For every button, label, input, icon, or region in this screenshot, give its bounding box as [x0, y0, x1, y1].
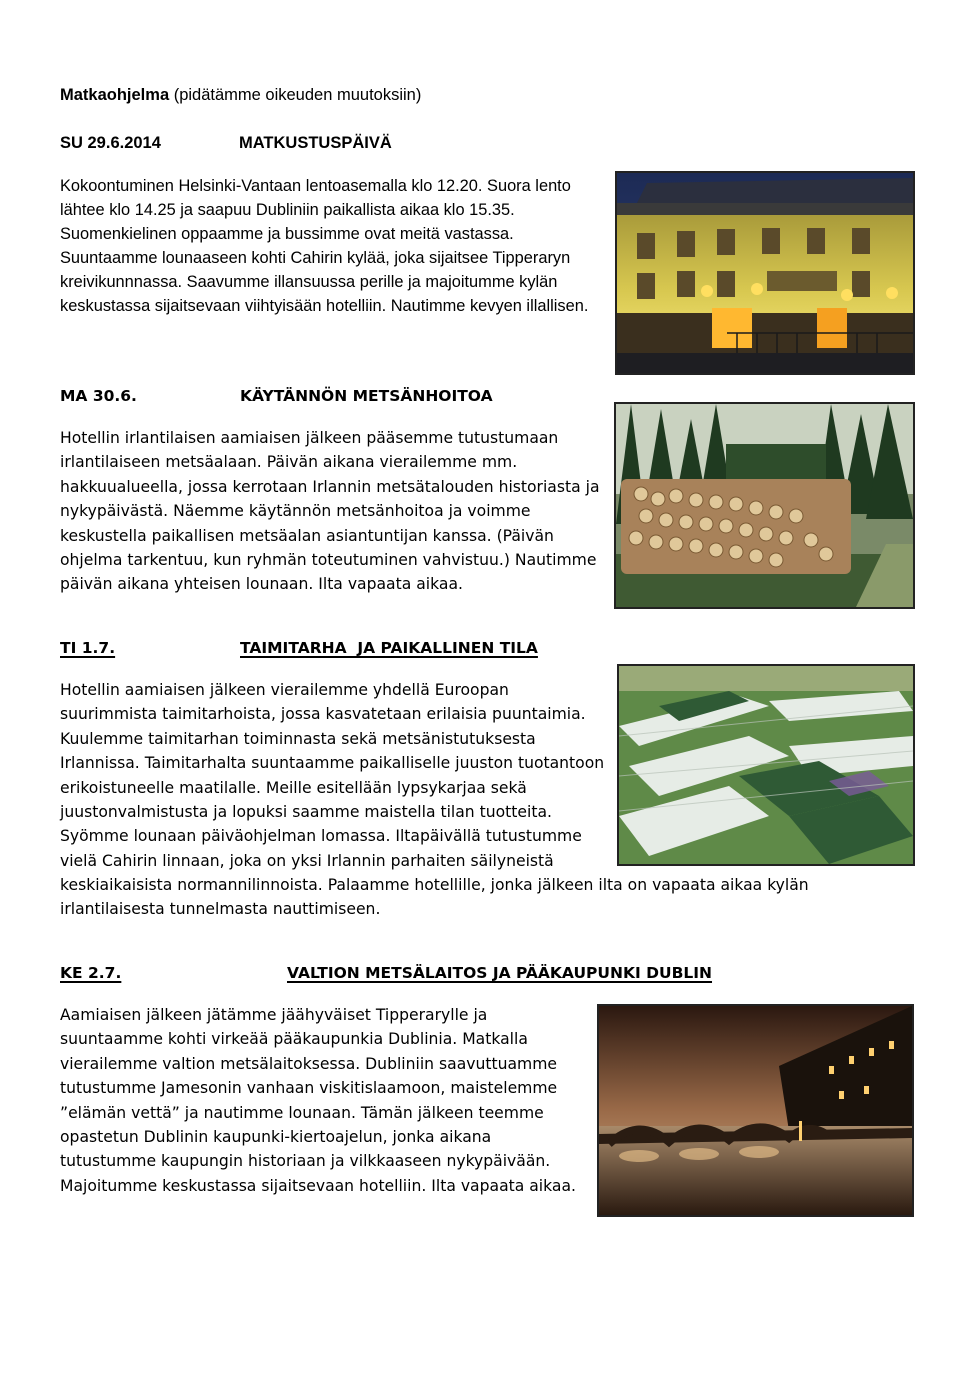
- title-rest: (pidätämme oikeuden muutoksiin): [169, 86, 422, 104]
- day3-text-wide: keskiaikaisista normannilinnoista. Palaamme hotellille, jonka jälkeen ilta on vapaata aikaa kylän irlantilaisesta tunnelmasta nauttimiseen.: [60, 876, 809, 919]
- day3-date: TI 1.7.: [60, 639, 116, 657]
- document-title: [60, 86, 421, 105]
- dublin-bridge-photo: [597, 1004, 914, 1217]
- forest-logs-photo: [614, 402, 915, 609]
- day1-heading: MATKUSTUSPÄIVÄ: [239, 134, 392, 152]
- nursery-photo: [617, 664, 915, 866]
- title-bold: Matkaohjelma: [60, 86, 170, 104]
- day3-heading: TAIMITARHA JA PAIKALLINEN TILA: [240, 639, 538, 657]
- day3-text: Hotellin aamiaisen jälkeen vierailemme yhdellä Euroopan suurimmista taimitarhoista, jossa kasvatetaan erilaisia puuntaimia. Kuulemme taimitarhan toiminnasta sekä metsänistutuksesta Irlannissa. Taimitarhalta suuntaamme paikalliselle juuston tuotantoon erikoistuneelle maatilalle. Meille esitellään lypsykarjaa sekä juustonvalmistusta ja lopuksi saamme maistella tilan tuotteita. Syömme lounaan päiväohjelman lomassa. Iltapäivällä tutustumme vielä Cahirin linnaan, joka on yksi Irlannin parhaiten säilyneistä: [60, 681, 605, 870]
- day2-text: Hotellin irlantilaisen aamiaisen jälkeen pääsemme tutustumaan irlantilaiseen metsäalaan. Päivän aikana vierailemme mm. hakkuualueella, jossa kerrotaan Irlannin metsätalouden historiasta ja nykypäivästä. Näemme käytännön metsänhoitoa ja voimme keskustella paikallisen metsäalan asiantuntijan kanssa. (Päivän ohjelma tarkentuu, kun ryhmän toteutuminen vahvistuu.) Nautimme päivän aikana yhteisen lounaan. Ilta vapaata aikaa.: [60, 429, 600, 594]
- day2-date: MA 30.6.: [60, 387, 137, 405]
- day4-text: Aamiaisen jälkeen jätämme jäähyväiset Tipperarylle ja suuntaamme kohti virkeää pääkaupunkia Dublinia. Matkalla vierailemme valtion metsälaitoksessa. Dubliniin saavuttuamme tutustumme Jamesonin vanhaan viskitislaamoon, maistelemme ”elämän vettä” ja nautimme lounaan. Tämän jälkeen teemme opastetun Dublinin kaupunki-kiertoajelun, jonka aikana tutustumme kaupungin historiaan ja vilkkaaseen nykypäivään. Majoitumme keskustassa sijaitsevaan hotelliin. Ilta vapaata aikaa.: [60, 1006, 576, 1195]
- day4-heading: VALTION METSÄLAITOS JA PÄÄKAUPUNKI DUBLIN: [287, 964, 713, 982]
- day1-text: Kokoontuminen Helsinki-Vantaan lentoasemalla klo 12.20. Suora lento lähtee klo 14.25 ja saapuu Dubliniin paikallista aikaa klo 15.35. Suomenkielinen oppaamme ja bussimme ovat meitä vastassa. Suuntaamme lounaaseen kohti Cahirin kylää, joka sijaitsee Tipperaryn kreivikunnnassa. Saavumme illansuussa perille ja majoitumme kylän keskustassa sijaitsevaan viihtyisään hotelliin. Nautimme kevyen illallisen.: [60, 177, 589, 315]
- day2-heading: KÄYTÄNNÖN METSÄNHOITOA: [240, 387, 493, 405]
- hotel-photo: [615, 171, 915, 375]
- day4-date: KE 2.7.: [60, 964, 122, 982]
- day1-date: SU 29.6.2014: [60, 134, 161, 152]
